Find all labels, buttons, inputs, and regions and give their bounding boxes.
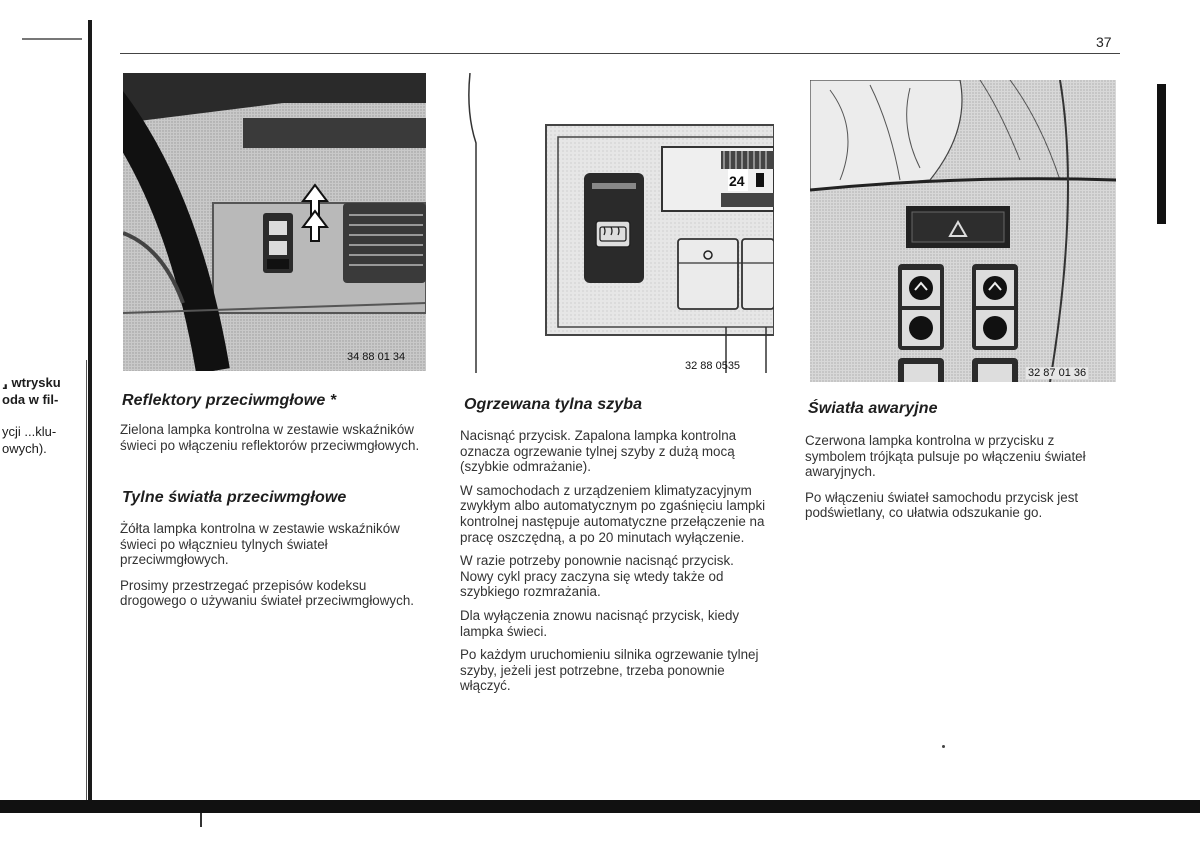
paragraph: W samochodach z urządzeniem klimatyzacyjnym zwykłym albo automatycznym po zgaśnięciu lampki kontrolnej następuje automatyczne przełączenie na pracę oszczędną, a po 20 minutach wyłączenie.	[460, 482, 766, 545]
binding-line	[88, 20, 92, 800]
paragraph: Po włączeniu świateł samochodu przycisk jest podświetlany, co ułatwia odszukanie go.	[805, 489, 1079, 521]
figure-code: 32 87 01 36	[1028, 367, 1087, 379]
paragraph: Czerwona lampka kontrolna w przycisku z symbolem trójkąta pulsuje po włączeniu świateł awaryjnych.	[805, 433, 1086, 480]
paragraph: Nacisnąć przycisk. Zapalona lampka kontrolna oznacza ogrzewanie tylnej szyby z dużą mocą (szybkie odmrażanie).	[460, 428, 737, 475]
section-heading: Ogrzewana tylna szyba	[464, 396, 643, 413]
section-heading: Reflektory przeciwmgłowe *	[122, 392, 337, 409]
photo-fog-light-switch	[123, 73, 426, 371]
section-body	[460, 428, 768, 694]
paragraph: Prosimy przestrzegać przepisów kodeksu drogowego o używaniu świateł przeciwmgłowych.	[120, 577, 414, 609]
heater-switch-illustration	[466, 73, 774, 373]
header-rule	[120, 53, 1120, 54]
margin-line: oda w fil-	[2, 392, 59, 407]
paragraph: Zielona lampka kontrolna w zestawie wskaźników świeci po włączeniu reflektorów przeciwmgłowych.	[120, 422, 420, 453]
section-body	[805, 433, 1115, 521]
section-tab-marker	[1157, 84, 1166, 224]
figure-label: 24	[729, 173, 745, 189]
paragraph: W razie potrzeby ponownie nacisnąć przycisk. Nowy cykl pracy zaczyna się wtedy także od szybkiego rozmrażania.	[460, 553, 734, 600]
paragraph: Dla wyłączenia znowu nacisnąć przycisk, kiedy lampka świeci.	[460, 607, 740, 639]
section-heading: Światła awaryjne	[808, 400, 938, 417]
margin-line: owych).	[2, 441, 47, 456]
scan-edge-top-left	[22, 38, 82, 40]
margin-line: ycji ...klu-	[2, 424, 57, 439]
section-heading: Tylne światła przeciwmgłowe	[122, 489, 347, 506]
bottom-rule	[0, 800, 1200, 813]
photo-rear-window-heater	[466, 73, 774, 373]
margin-line: ⸥ wtrysku	[2, 375, 61, 390]
section-body	[120, 521, 424, 609]
paragraph: Żółta lampka kontrolna w zestawie wskaźników świeci po włącznieu tylnych świateł przeciwmgłowych.	[120, 521, 400, 568]
figure-code: 34 88 01 34	[347, 351, 406, 363]
scan-speck	[942, 745, 945, 748]
hazard-switch-illustration	[810, 80, 1116, 382]
dashboard-illustration	[123, 73, 426, 371]
figure-code: 32 88 0535	[685, 360, 741, 372]
page-number: 37	[1096, 34, 1112, 50]
bottom-tick	[200, 813, 202, 827]
section-body	[120, 422, 424, 453]
margin-text-previous-page	[2, 374, 84, 457]
photo-hazard-switch	[810, 80, 1116, 382]
binding-line-thin	[86, 360, 87, 800]
paragraph: Po każdym uruchomieniu silnika ogrzewanie tylnej szyby, jeżeli jest potrzebne, trzeba ponownie włączyć.	[460, 647, 759, 694]
